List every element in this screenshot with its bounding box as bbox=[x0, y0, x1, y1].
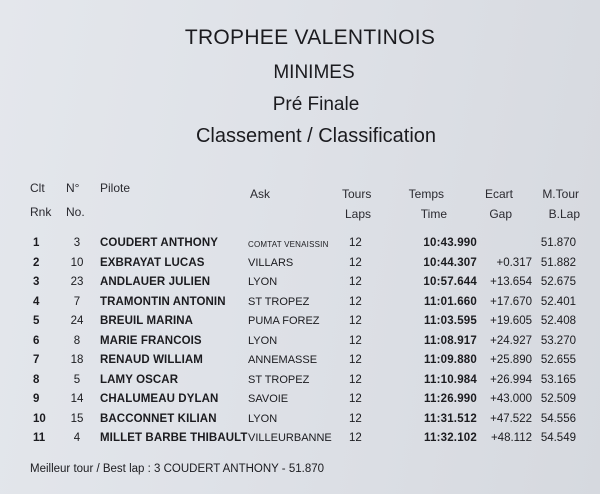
best-lap-cell: 53.165 bbox=[540, 373, 576, 386]
header-rank-en: Rnk bbox=[30, 205, 52, 219]
time-cell: 11:31.512 bbox=[424, 412, 477, 425]
header-time-fr: Temps bbox=[408, 187, 444, 201]
time-cell: 11:26.990 bbox=[424, 393, 477, 405]
category-title: MINIMES bbox=[273, 62, 355, 83]
club-cell: VILLEURBANNE bbox=[248, 432, 332, 444]
time-cell: 11:10.984 bbox=[424, 373, 477, 386]
header-laps-fr: Tours bbox=[342, 187, 372, 201]
number-cell: 14 bbox=[70, 393, 84, 405]
laps-cell: 12 bbox=[349, 354, 362, 366]
club-cell: VILLARS bbox=[248, 256, 294, 269]
header-gap-en: Gap bbox=[489, 207, 512, 221]
time-cell: 10:57.644 bbox=[423, 276, 477, 288]
number-cell: 23 bbox=[70, 276, 84, 288]
rank-cell: 9 bbox=[33, 393, 40, 405]
best-lap-cell: 53.270 bbox=[540, 334, 576, 347]
laps-cell: 12 bbox=[349, 393, 362, 405]
gap-cell: +19.605 bbox=[490, 315, 532, 327]
pilot-name-cell: BREUIL MARINA bbox=[100, 315, 194, 327]
laps-cell: 12 bbox=[349, 237, 362, 249]
rank-cell: 1 bbox=[33, 237, 40, 249]
table-row bbox=[0, 432, 600, 451]
time-cell: 10:43.990 bbox=[423, 237, 477, 249]
time-cell: 11:32.102 bbox=[424, 432, 477, 444]
club-cell: COMTAT VENAISSIN bbox=[248, 240, 329, 249]
table-row bbox=[0, 257, 600, 276]
table-row bbox=[0, 374, 600, 393]
table-row bbox=[0, 315, 600, 334]
pilot-name-cell: COUDERT ANTHONY bbox=[100, 237, 218, 249]
pilot-name-cell: LAMY OSCAR bbox=[100, 373, 179, 386]
rank-cell: 7 bbox=[33, 354, 40, 366]
club-cell: ANNEMASSE bbox=[248, 354, 318, 366]
best-lap-cell: 52.509 bbox=[540, 393, 576, 405]
table-row bbox=[0, 296, 600, 315]
header-best-en: B.Lap bbox=[548, 207, 580, 221]
header-gap-fr: Ecart bbox=[484, 187, 513, 201]
best-lap-cell: 52.655 bbox=[540, 354, 576, 366]
rank-cell: 8 bbox=[33, 373, 40, 386]
pilot-name-cell: MILLET BARBE THIBAULT bbox=[100, 432, 248, 444]
gap-cell: +0.317 bbox=[496, 256, 532, 269]
table-row bbox=[0, 413, 600, 432]
laps-cell: 12 bbox=[349, 373, 362, 386]
club-cell: SAVOIE bbox=[248, 393, 289, 405]
pilot-name-cell: MARIE FRANCOIS bbox=[100, 334, 202, 347]
laps-cell: 12 bbox=[349, 334, 362, 347]
rank-cell: 11 bbox=[33, 432, 46, 444]
pilot-name-cell: EXBRAYAT LUCAS bbox=[100, 256, 205, 269]
gap-cell: +25.890 bbox=[490, 354, 532, 366]
rank-cell: 6 bbox=[33, 334, 40, 347]
laps-cell: 12 bbox=[349, 295, 362, 308]
event-title: TROPHEE VALENTINOIS bbox=[184, 26, 436, 49]
rank-cell: 4 bbox=[33, 295, 40, 308]
number-cell: 4 bbox=[73, 432, 81, 444]
gap-cell: +43.000 bbox=[490, 393, 532, 405]
time-cell: 11:08.917 bbox=[424, 334, 477, 347]
header-rank-fr: Clt bbox=[30, 181, 45, 195]
gap-cell: +24.927 bbox=[490, 334, 532, 347]
club-cell: LYON bbox=[248, 412, 278, 425]
gap-cell: +26.994 bbox=[490, 373, 532, 386]
rank-cell: 3 bbox=[33, 276, 40, 288]
laps-cell: 12 bbox=[349, 276, 362, 288]
number-cell: 5 bbox=[73, 373, 81, 386]
club-cell: LYON bbox=[248, 276, 278, 288]
time-cell: 11:01.660 bbox=[424, 295, 477, 308]
best-lap-cell: 52.401 bbox=[540, 295, 576, 308]
laps-cell: 12 bbox=[349, 432, 362, 444]
pilot-name-cell: BACCONNET KILIAN bbox=[100, 412, 217, 425]
rank-cell: 5 bbox=[33, 315, 40, 327]
gap-cell: +48.112 bbox=[490, 432, 532, 444]
number-cell: 10 bbox=[70, 256, 84, 269]
classification-title: Classement / Classification bbox=[195, 125, 437, 147]
rank-cell: 2 bbox=[33, 256, 40, 269]
header-laps-en: Laps bbox=[345, 207, 372, 221]
header-pilot: Pilote bbox=[100, 181, 131, 195]
laps-cell: 12 bbox=[349, 315, 362, 327]
best-lap-cell: 51.882 bbox=[540, 256, 576, 269]
number-cell: 8 bbox=[73, 334, 81, 347]
club-cell: ST TROPEZ bbox=[248, 373, 310, 386]
club-cell: LYON bbox=[248, 334, 278, 347]
header-club: Ask bbox=[250, 187, 271, 201]
best-lap-cell: 54.556 bbox=[540, 412, 576, 425]
time-cell: 11:03.595 bbox=[424, 315, 477, 327]
table-row bbox=[0, 237, 600, 256]
club-cell: ST TROPEZ bbox=[248, 295, 310, 308]
header-time-en: Time bbox=[420, 207, 447, 221]
number-cell: 3 bbox=[73, 237, 81, 249]
pilot-name-cell: CHALUMEAU DYLAN bbox=[100, 393, 219, 405]
best-lap-footer: Meilleur tour / Best lap : 3 COUDERT ANTHONY - 51.870 bbox=[30, 463, 325, 475]
header-best-fr: M.Tour bbox=[542, 187, 579, 201]
table-row bbox=[0, 393, 600, 412]
laps-cell: 12 bbox=[349, 412, 362, 425]
pilot-name-cell: ANDLAUER JULIEN bbox=[100, 276, 211, 288]
header-no-en: No. bbox=[66, 205, 85, 219]
gap-cell: +17.670 bbox=[490, 295, 532, 308]
table-row bbox=[0, 354, 600, 373]
table-row bbox=[0, 335, 600, 354]
best-lap-cell: 52.675 bbox=[540, 276, 576, 288]
session-title: Pré Finale bbox=[272, 94, 360, 115]
gap-cell: +47.522 bbox=[490, 412, 532, 425]
time-cell: 11:09.880 bbox=[424, 354, 477, 366]
number-cell: 15 bbox=[70, 412, 84, 425]
gap-cell: +13.654 bbox=[490, 276, 532, 288]
pilot-name-cell: TRAMONTIN ANTONIN bbox=[100, 295, 226, 308]
laps-cell: 12 bbox=[349, 256, 362, 269]
number-cell: 7 bbox=[73, 295, 81, 308]
best-lap-cell: 51.870 bbox=[540, 237, 576, 249]
time-cell: 10:44.307 bbox=[423, 256, 477, 269]
club-cell: PUMA FOREZ bbox=[248, 315, 320, 327]
table-row bbox=[0, 276, 600, 295]
rank-cell: 10 bbox=[33, 412, 46, 425]
header-no-fr: N° bbox=[66, 181, 80, 195]
number-cell: 24 bbox=[70, 315, 84, 327]
pilot-name-cell: RENAUD WILLIAM bbox=[100, 354, 203, 366]
number-cell: 18 bbox=[70, 354, 84, 366]
best-lap-cell: 52.408 bbox=[540, 315, 576, 327]
best-lap-cell: 54.549 bbox=[540, 432, 576, 444]
